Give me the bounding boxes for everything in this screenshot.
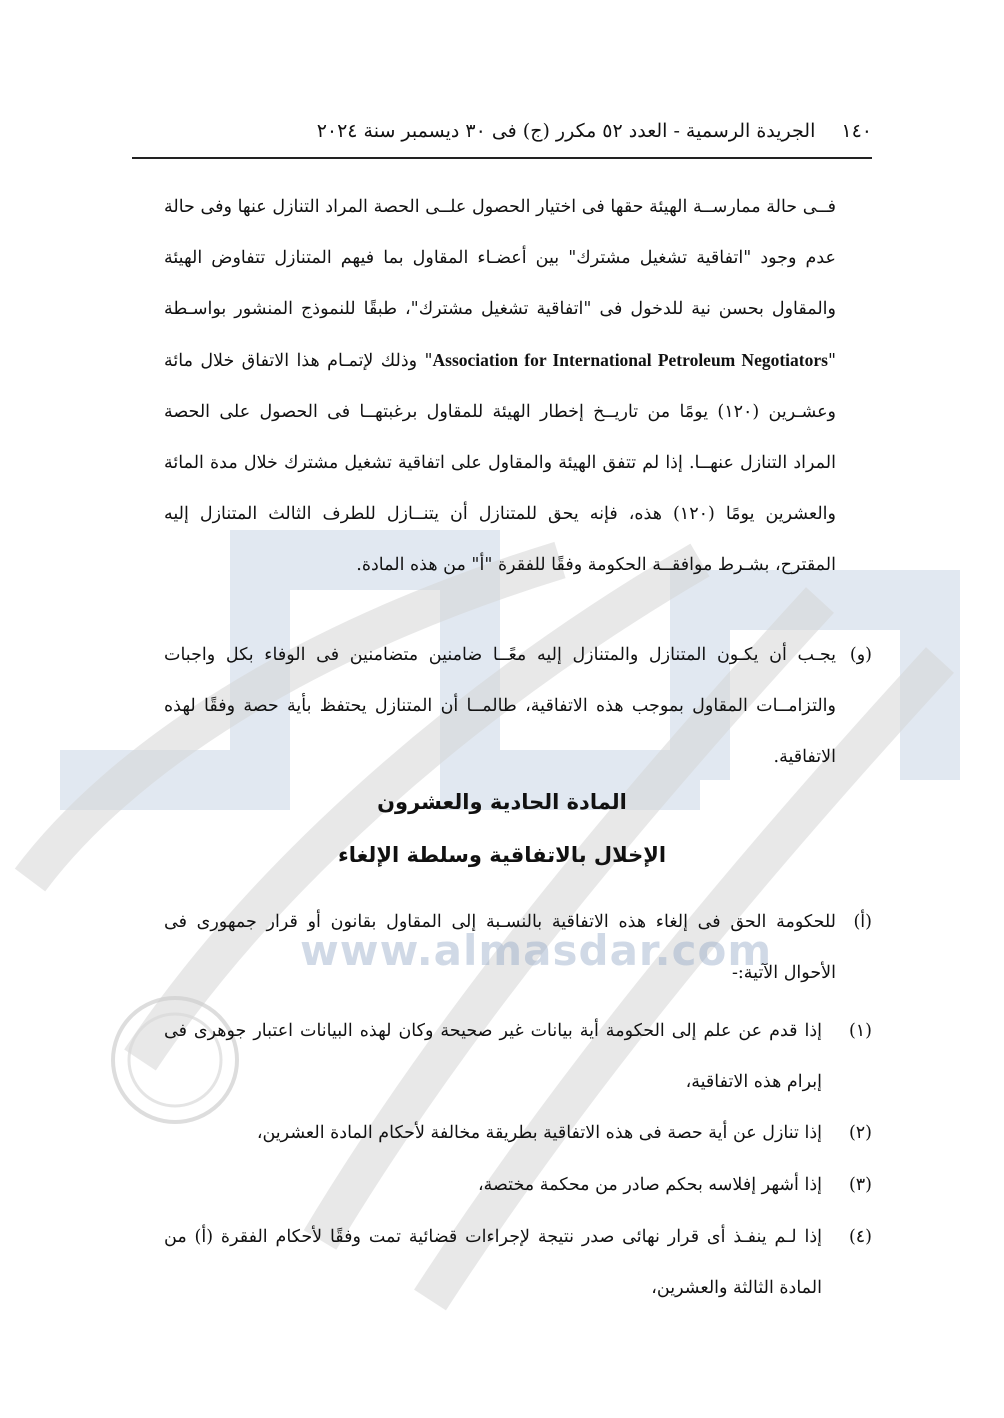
sub-item-text: إذا قدم عن علم إلى الحكومة أية بيانات غير صحيحة وكان لهذه البيانات اعتبار جوهرى فى إبرام هذه الاتفاقية، bbox=[164, 1021, 822, 1092]
sub-item-text: إذا تنازل عن أية حصة فى هذه الاتفاقية بطريقة مخالفة لأحكام المادة العشرين، bbox=[256, 1123, 822, 1143]
sub-item-text: إذا أشهر إفلاسه بحكم صادر من محكمة مختصة، bbox=[477, 1175, 822, 1195]
latin-organization-name: Association for International Petroleum Negotiators bbox=[432, 350, 828, 370]
intro-paragraph bbox=[164, 182, 836, 591]
page-number: ١٤٠ bbox=[841, 120, 872, 142]
article-number-heading: المادة الحادية والعشرون bbox=[377, 790, 627, 814]
sub-item bbox=[164, 1108, 872, 1159]
clause-w bbox=[164, 630, 872, 783]
sub-item bbox=[164, 1006, 872, 1108]
watermark-url: www.almasdar.com bbox=[300, 926, 773, 975]
sub-item bbox=[164, 1160, 872, 1211]
sub-item-marker: (٢) bbox=[848, 1123, 872, 1143]
intro-text-part1: فــى حالة ممارســة الهيئة حقها فى اختيار الحصول علــى الحصة المراد التنازل عنها وفى حالة عدم وجود "اتفاقية تشغيل مشترك" بين أعضـاء المقاول بما فيهم المتنازل تتفاوض الهيئة والمقاول بحسن نية للدخول فى "اتفاقية تشغيل مشترك"، طبقًا للنموذج المنشور بواسـطة " bbox=[164, 197, 837, 371]
clause-text: يجـب أن يكـون المتنازل والمتنازل إليه معًــا ضامنين متضامنين فى الوفاء بكل واجبات والتزامــات المقاول بموجب هذه الاتفاقية، طالمــا أن المتنازل يحتفظ بأية حصة وفقًا لهذه الاتفاقية. bbox=[164, 645, 836, 767]
sub-item-marker: (٤) bbox=[848, 1227, 872, 1247]
sub-item-marker: (١) bbox=[848, 1021, 872, 1041]
sub-item-text: إذا لـم ينفـذ أى قرار نهائى صدر نتيجة لإجراءات قضائية تمت وفقًا لأحكام الفقرة (أ) من المادة الثالثة والعشرين، bbox=[164, 1227, 822, 1298]
page-header bbox=[132, 113, 872, 159]
clause-text: للحكومة الحق فى إلغاء هذه الاتفاقية بالنسـبة إلى المقاول بقانون أو قرار جمهورى فى الأحوال الآتية:- bbox=[164, 912, 836, 983]
article-title-heading: الإخلال بالاتفاقية وسلطة الإلغاء bbox=[337, 843, 667, 867]
sub-item bbox=[164, 1212, 872, 1314]
clause-marker: (أ) bbox=[853, 912, 872, 932]
clause-marker: (و) bbox=[849, 645, 872, 665]
sub-item-marker: (٣) bbox=[848, 1175, 872, 1195]
intro-text-part2: " وذلك لإتمـام هذا الاتفاق خلال مائة وعشـرين (١٢٠) يومًا من تاريــخ إخطار الهيئة للمقاول برغبتهــا فى الحصول على الحصة المراد التنازل عنهــا. إذا لم تتفق الهيئة والمقاول على اتفاقية تشغيل مشترك خلال مدة المائة والعشرين يومًا (١٢٠) هذه، فإنه يحق للمتنازل أن يتنــازل للطرف الثالث المتنازل إليه المقترح، بشـرط موافقــة الحكومة وفقًا للفقرة "أ" من هذه المادة. bbox=[164, 351, 837, 575]
clause-a bbox=[164, 897, 872, 999]
gazette-title: الجريدة الرسمية - العدد ٥٢ مكرر (ج) فى ٣٠ ديسمبر سنة ٢٠٢٤ bbox=[316, 120, 816, 142]
